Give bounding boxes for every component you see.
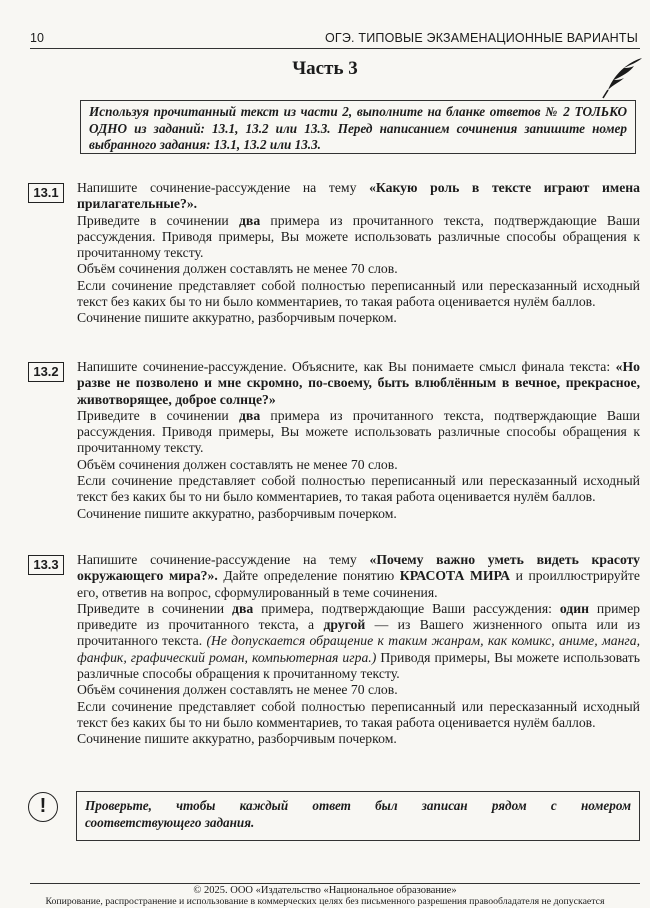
task-copy-rule: Если сочинение представляет собой полностью переписанный или пересказанный исходный текст без каких бы то ни было комментариев, то такая работа оценивается нулём баллов. [77, 698, 640, 730]
task-neat: Сочинение пишите аккуратно, разборчивым почерком. [77, 505, 397, 521]
warning-line-2: соответствующего задания. [85, 814, 255, 830]
warning-line-1: Проверьте, чтобы каждый ответ был записан рядом с номером [85, 798, 631, 813]
task-examples: Приведите в сочинении два примера из прочитанного текста, подтверждающие Ваши рассуждения. Приводя примеры, Вы можете использовать различные способы обращения к прочитанному тексту. [77, 212, 640, 261]
task-neat: Сочинение пишите аккуратно, разборчивым почерком. [77, 731, 397, 747]
task-number-13-3: 13.3 [28, 555, 64, 575]
task-13-1 [77, 180, 640, 327]
page-number: 10 [30, 31, 44, 45]
warning-box [76, 791, 640, 841]
task-neat: Сочинение пишите аккуратно, разборчивым почерком. [77, 310, 397, 326]
task-number-13-1: 13.1 [28, 183, 64, 203]
task-volume: Объём сочинения должен составлять не менее 70 слов. [77, 456, 398, 472]
task-copy-rule: Если сочинение представляет собой полностью переписанный или пересказанный исходный текст без каких бы то ни было комментариев, то такая работа оценивается нулём баллов. [77, 473, 640, 505]
footer-copyright: © 2025. ООО «Издательство «Национальное образование» [193, 885, 457, 896]
task-volume: Объём сочинения должен составлять не менее 70 слов. [77, 261, 398, 277]
task-examples: Приведите в сочинении два примера, подтверждающие Ваши рассуждения: один пример приведите из прочитанного текста, а другой — из Вашего жизненного опыта или из прочитанного текста. (Не допускается обращение к таким жанрам, как комикс, аниме, манга, фанфик, графический роман, компьютерная игра.) Приводя примеры, Вы можете использовать различные способы обращения к прочитанному тексту. [77, 600, 641, 682]
task-13-2 [77, 359, 640, 522]
task-topic: Напишите сочинение-рассуждение на тему «Почему важно уметь видеть красоту окружающего мира?». Дайте определение понятию КРАСОТА МИРА и проиллюстрируйте его, ответив на вопрос, сформулированный в теме сочинения. [77, 552, 641, 600]
instruction-box: Используя прочитанный текст из части 2, выполните на бланке ответов № 2 ТОЛЬКО ОДНО из заданий: 13.1, 13.2 или 13.3. Перед написанием сочинения запишите номер выбранного задания: 13.1, 13.2 или 13.3. [80, 100, 636, 154]
task-13-3 [77, 552, 640, 748]
exclamation-icon: ! [28, 792, 58, 822]
footer-notice: Копирование, распространение и использование в коммерческих целях без письменного разрешения правообладателя не допускается [45, 896, 605, 907]
task-topic: Напишите сочинение-рассуждение на тему «Какую роль в тексте играют имена прилагательные?». [77, 180, 641, 212]
page-header [30, 28, 640, 49]
feather-icon [600, 56, 644, 100]
header-title: ОГЭ. ТИПОВЫЕ ЭКЗАМЕНАЦИОННЫЕ ВАРИАНТЫ [324, 31, 638, 45]
task-copy-rule: Если сочинение представляет собой полностью переписанный или пересказанный исходный текст без каких бы то ни было комментариев, то такая работа оценивается нулём баллов. [77, 277, 640, 310]
task-number-13-2: 13.2 [28, 362, 64, 382]
task-examples: Приведите в сочинении два примера из прочитанного текста, подтверждающие Ваши рассуждения. Приводя примеры, Вы можете использовать различные способы обращения к прочитанному тексту. [77, 407, 640, 456]
task-volume: Объём сочинения должен составлять не менее 70 слов. [77, 682, 398, 698]
part-title: Часть 3 [292, 58, 358, 79]
task-topic: Напишите сочинение-рассуждение. Объясните, как Вы понимаете смысл финала текста: «Но разве не позволено и мне скромно, по-своему, быть влюблённым в вечное, прекрасное, животворящее, доброе солнце?» [77, 359, 640, 407]
footer-divider [30, 883, 640, 884]
